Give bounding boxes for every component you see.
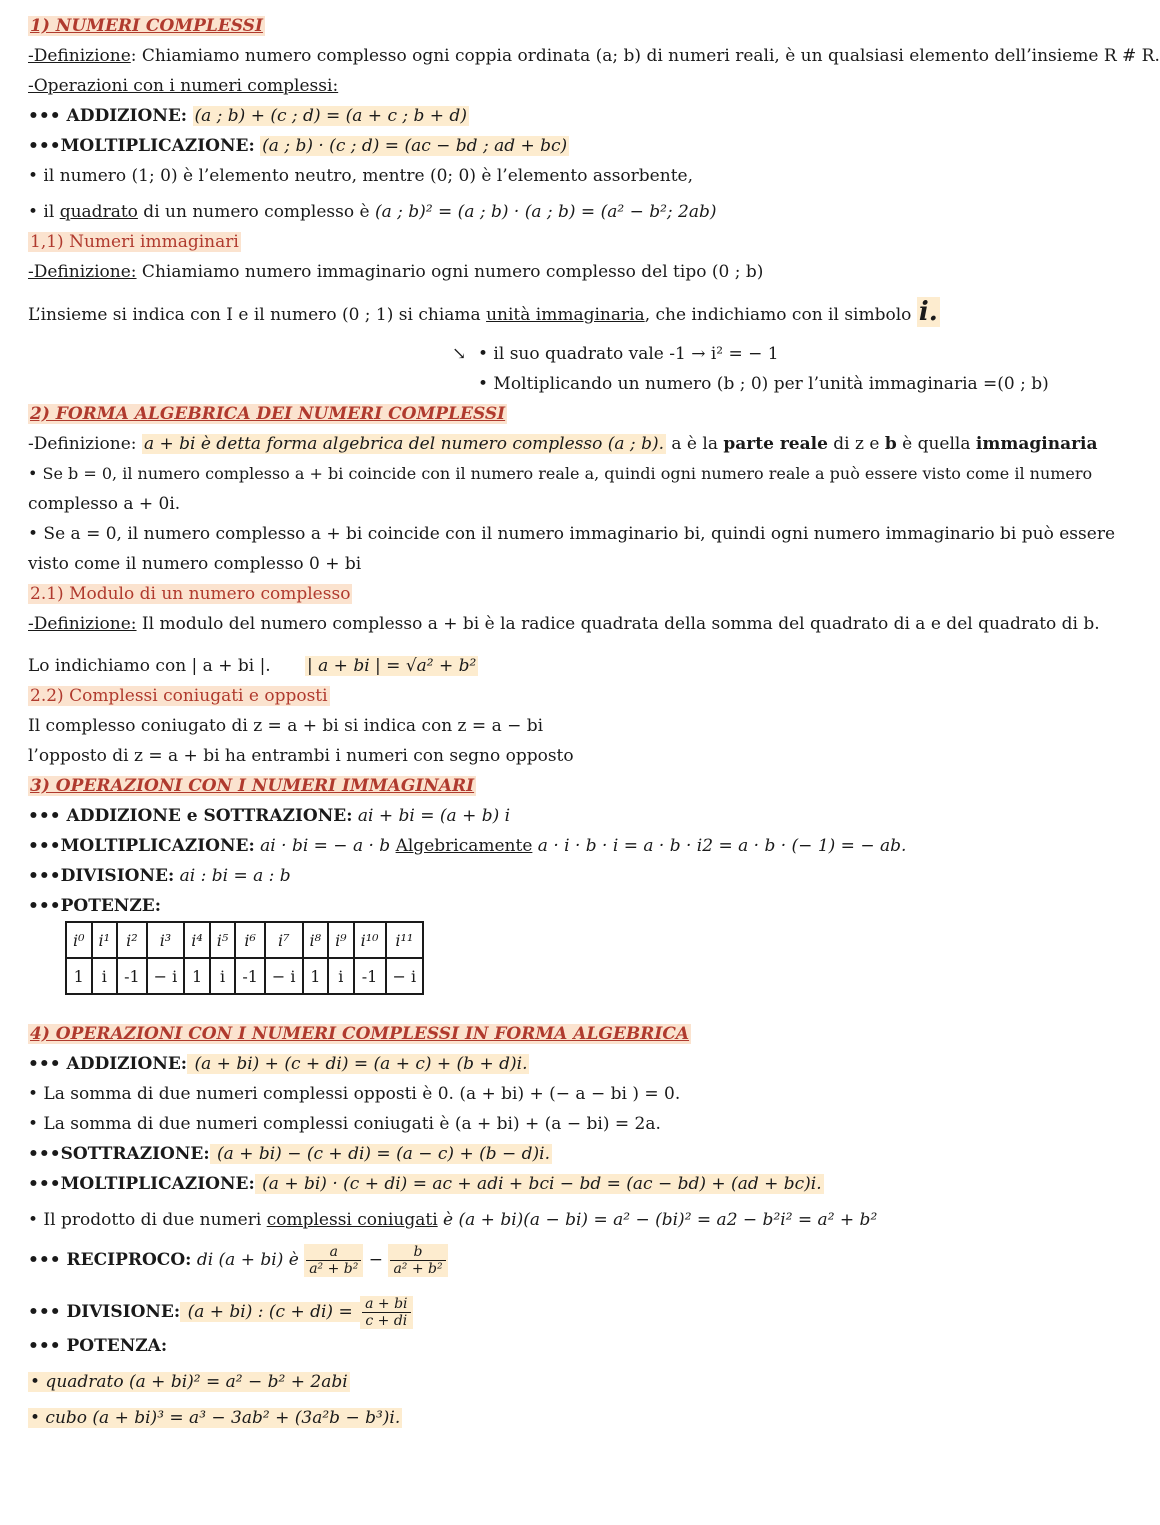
value-cell: i: [92, 958, 118, 994]
powers-table: [65, 921, 424, 995]
power-cell: i⁶: [235, 922, 265, 958]
cube-formula-line: • cubo (a + bi)³ = a³ − 3ab² + (3a²b − b³)i.: [30, 1408, 401, 1428]
section-2-2-title: 2.2) Complessi coniugati e opposti: [30, 686, 328, 706]
imaginary-unit-symbol: i.: [918, 297, 938, 327]
square-line: • il quadrato di un numero complesso è (a ; b)² = (a ; b) · (a ; b) = (a² − b²; 2ab): [28, 202, 717, 222]
case-a-zero-line-1: • Se a = 0, il numero complesso a + bi coincide con il numero immaginario bi, quindi ogni numero immaginario bi può essere: [28, 524, 1116, 544]
section-1-1-title: 1,1) Numeri immaginari: [30, 232, 239, 252]
value-cell: − i: [386, 958, 424, 994]
imaginary-definition: -Definizione: Chiamiamo numero immaginario ogni numero complesso del tipo (0 ; b): [28, 262, 764, 282]
value-cell: -1: [235, 958, 265, 994]
section-2-1-title: 2.1) Modulo di un numero complesso: [30, 584, 351, 604]
value-cell: − i: [147, 958, 185, 994]
operations-label: -Operazioni con i numeri complessi:: [28, 76, 339, 96]
power-cell: i¹¹: [386, 922, 424, 958]
conjugate-sum-line: • La somma di due numeri complessi coniugati è (a + bi) + (a − bi) = 2a.: [28, 1114, 661, 1134]
square-formula-line: • quadrato (a + bi)² = a² − b² + 2abi: [30, 1372, 348, 1392]
modulus-notation: Lo indichiamo con | a + bi |.: [28, 656, 271, 676]
powers-label: •••POTENZE:: [28, 896, 161, 916]
value-cell: i: [210, 958, 236, 994]
powers-value-row: [66, 958, 423, 994]
alg-power-label: ••• POTENZA:: [28, 1336, 168, 1356]
definition-line: -Definizione: Chiamiamo numero complesso ogni coppia ordinata (a; b) di numeri reali, è un qualsiasi elemento dell’insieme R # R.: [28, 46, 1160, 66]
value-cell: -1: [354, 958, 386, 994]
section-3-title: 3) OPERAZIONI CON I NUMERI IMMAGINARI: [30, 776, 475, 796]
power-cell: i²: [117, 922, 147, 958]
conjugate-line: Il complesso coniugato di z = a + bi si indica con z = a − bi: [28, 716, 544, 736]
opposite-line: l’opposto di z = a + bi ha entrambi i numeri con segno opposto: [28, 746, 574, 766]
value-cell: 1: [66, 958, 92, 994]
power-cell: i⁵: [210, 922, 236, 958]
value-cell: − i: [265, 958, 303, 994]
alg-addition-line: ••• ADDIZIONE: (a + bi) + (c + di) = (a + c) + (b + d)i.: [28, 1054, 528, 1074]
power-cell: i⁷: [265, 922, 303, 958]
imaginary-bullet-1: • il suo quadrato vale -1 → i² = − 1: [478, 344, 779, 364]
section-2-title: 2) FORMA ALGEBRICA DEI NUMERI COMPLESSI: [30, 404, 506, 424]
imag-addition-line: ••• ADDIZIONE e SOTTRAZIONE: ai + bi = (a + b) i: [28, 806, 511, 826]
modulus-formula: | a + bi | = √a² + b²: [307, 656, 477, 676]
division-fraction: $\frac{a + bi}{c + di}$: [360, 1296, 412, 1329]
powers-exponent-row: [66, 922, 423, 958]
alg-multiplication-line: •••MOLTIPLICAZIONE: (a + bi) · (c + di) = ac + adi + bci − bd = (ac − bd) + (ad + bc)i.: [28, 1174, 822, 1194]
case-a-zero-line-2: visto come il numero complesso 0 + bi: [28, 554, 362, 574]
imag-division-line: •••DIVISIONE: ai : bi = a : b: [28, 866, 291, 886]
power-cell: i⁸: [303, 922, 329, 958]
reciprocal-line: ••• RECIPROCO: di (a + bi) è $\frac{a}{\text{a² + b²}}$ − $\frac{b}{\text{a² + b²}}$: [28, 1244, 448, 1277]
power-cell: i¹: [92, 922, 118, 958]
case-b-zero-line-1: • Se b = 0, il numero complesso a + bi coincide con il numero reale a, quindi ogni numero reale a può essere visto come il numero: [28, 464, 1093, 483]
value-cell: 1: [184, 958, 210, 994]
conjugate-product-line: • Il prodotto di due numeri complessi coniugati è (a + bi)(a − bi) = a² − (bi)² = a2 − b²i² = a² + b²: [28, 1210, 878, 1230]
neutral-element-line: • il numero (1; 0) è l’elemento neutro, mentre (0; 0) è l’elemento assorbente,: [28, 166, 693, 186]
imag-multiplication-line: •••MOLTIPLICAZIONE: ai · bi = − a · b Algebricamente a · i · b · i = a · b · i2 = a · b · (− 1) = − ab.: [28, 836, 907, 856]
arrow-icon: ↘: [452, 344, 467, 364]
value-cell: i: [328, 958, 354, 994]
modulus-definition: -Definizione: Il modulo del numero complesso a + bi è la radice quadrata della somma del quadrato di a e del quadrato di b.: [28, 614, 1100, 634]
section-1-title: 1) NUMERI COMPLESSI: [30, 16, 263, 36]
alg-division-line: ••• DIVISIONE: (a + bi) : (c + di) = $\frac{a + bi}{c + di}$: [28, 1296, 413, 1329]
addition-line: ••• ADDIZIONE: (a ; b) + (c ; d) = (a + c ; b + d): [28, 106, 467, 126]
imaginary-bullet-2: • Moltiplicando un numero (b ; 0) per l’unità immaginaria =(0 ; b): [478, 374, 1049, 394]
value-cell: -1: [117, 958, 147, 994]
alg-subtraction-line: •••SOTTRAZIONE: (a + bi) − (c + di) = (a − c) + (b − d)i.: [28, 1144, 551, 1164]
power-cell: i³: [147, 922, 185, 958]
power-cell: i⁰: [66, 922, 92, 958]
value-cell: 1: [303, 958, 329, 994]
reciprocal-imag-fraction: $\frac{b}{\text{a² + b²}}$: [388, 1244, 447, 1277]
section-4-title: 4) OPERAZIONI CON I NUMERI COMPLESSI IN FORMA ALGEBRICA: [30, 1024, 690, 1044]
imaginary-set-line: L’insieme si indica con I e il numero (0 ; 1) si chiama unità immaginaria, che indichiamo con il simbolo i.: [28, 297, 938, 327]
case-b-zero-line-2: complesso a + 0i.: [28, 494, 181, 514]
reciprocal-real-fraction: $\frac{a}{\text{a² + b²}}$: [304, 1244, 363, 1277]
multiplication-line: •••MOLTIPLICAZIONE: (a ; b) · (c ; d) = (ac − bd ; ad + bc): [28, 136, 568, 156]
power-cell: i¹⁰: [354, 922, 386, 958]
power-cell: i⁹: [328, 922, 354, 958]
algebraic-definition: -Definizione: a + bi è detta forma algebrica del numero complesso (a ; b). a è la parte reale di z e b è quella immaginaria: [28, 434, 1098, 454]
power-cell: i⁴: [184, 922, 210, 958]
opposite-sum-line: • La somma di due numeri complessi opposti è 0. (a + bi) + (− a − bi ) = 0.: [28, 1084, 681, 1104]
